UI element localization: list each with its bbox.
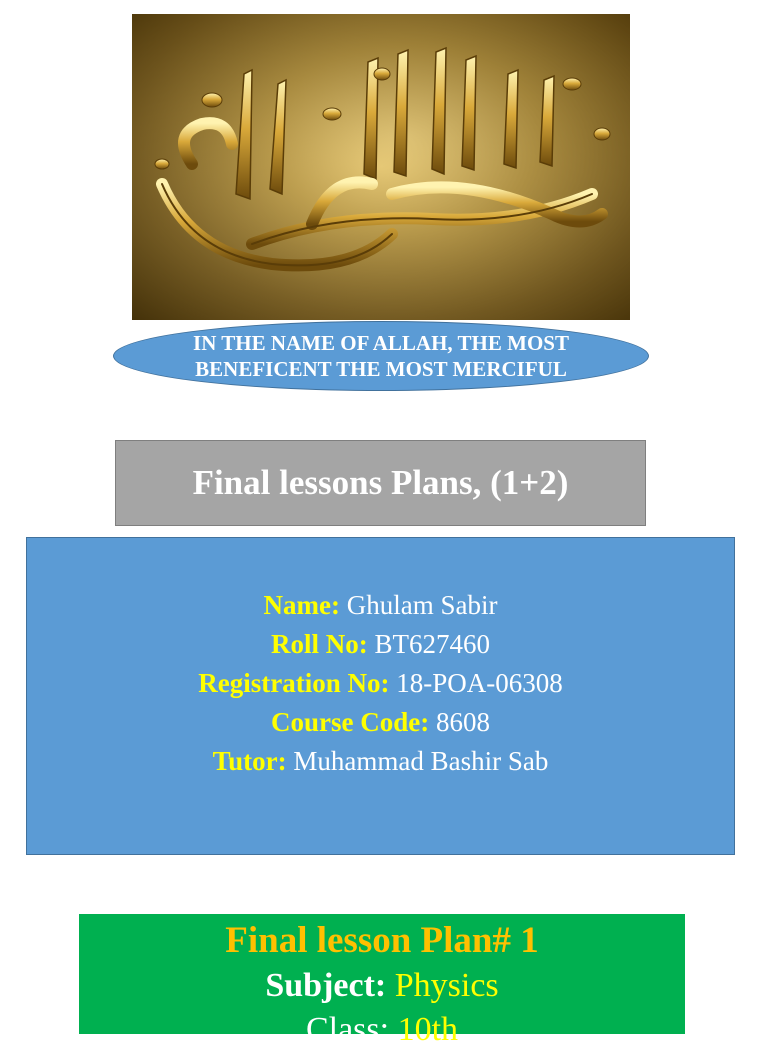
roll-value: BT627460	[367, 629, 490, 659]
document-title: Final lessons Plans, (1+2)	[192, 463, 569, 502]
lesson-plan-title: Final lesson Plan# 1	[225, 920, 539, 961]
student-info-lines	[27, 586, 734, 781]
basmala-ellipse	[113, 321, 649, 391]
registration-value: 18-POA-06308	[389, 668, 563, 698]
name-line	[27, 586, 734, 625]
course-code-value: 8608	[429, 707, 490, 737]
class-line	[79, 1008, 685, 1052]
class-label: Class:	[305, 1011, 390, 1048]
roll-line	[27, 625, 734, 664]
registration-label: Registration No:	[198, 668, 390, 698]
title-box	[115, 440, 646, 526]
course-code-label: Course Code:	[271, 707, 430, 737]
subject-line	[79, 964, 685, 1008]
basmala-text: IN THE NAME OF ALLAH, THE MOST BENEFICENT THE MOST MERCIFUL	[193, 331, 569, 381]
subject-label: Subject:	[265, 967, 387, 1004]
tutor-value: Muhammad Bashir Sab	[286, 746, 549, 776]
course-code-line	[27, 703, 734, 742]
roll-label: Roll No:	[270, 629, 368, 659]
registration-line	[27, 664, 734, 703]
name-value: Ghulam Sabir	[339, 590, 498, 620]
bismillah-calligraphy-image	[132, 14, 630, 320]
tutor-label: Tutor:	[212, 746, 287, 776]
student-info-box	[26, 537, 735, 855]
subject-value: Physics	[386, 967, 499, 1004]
lesson-plan-box	[79, 914, 685, 1048]
class-value: 10th	[389, 1011, 459, 1048]
tutor-line	[27, 742, 734, 781]
name-label: Name:	[263, 590, 340, 620]
